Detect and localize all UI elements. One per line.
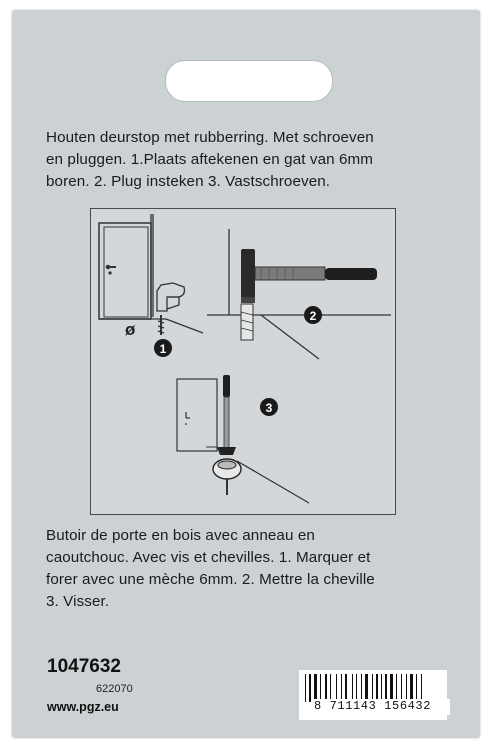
hang-hole [165, 60, 333, 102]
installation-illustration [90, 208, 396, 515]
barcode-bar [416, 674, 417, 702]
barcode-bar [341, 674, 342, 702]
barcode-bar [385, 674, 387, 702]
barcode-bar [330, 674, 331, 702]
instructions-french-line: caoutchouc. Avec vis et chevilles. 1. Marquer et [46, 549, 371, 566]
instructions-dutch-line: boren. 2. Plug insteken 3. Vastschroeven. [46, 173, 331, 190]
barcode-bar [336, 674, 337, 702]
barcode-bar [406, 674, 407, 702]
barcode-bar [361, 674, 362, 702]
barcode-bar [325, 674, 327, 702]
instructions-french-line: forer avec une mèche 6mm. 2. Mettre la cheville [46, 571, 375, 588]
step3-screwdriver-drawing [177, 375, 309, 503]
website-text: www.pgz.eu [47, 700, 119, 714]
barcode-bar [345, 674, 347, 702]
barcode-bar [305, 674, 306, 702]
barcode-bar [376, 674, 378, 702]
barcode-bar [320, 674, 321, 702]
instructions-dutch-line: en pluggen. 1.Plaats aftekenen en gat van 6mm [46, 151, 374, 168]
barcode-bar [309, 674, 311, 702]
barcode-bar [421, 674, 422, 702]
barcode-bar [352, 674, 353, 702]
step2-number: 2 [309, 309, 317, 323]
barcode-bar [356, 674, 357, 702]
step1-door-drawing [99, 214, 203, 335]
barcode-bar [365, 674, 368, 702]
barcode-bar [314, 674, 317, 702]
barcode-number: 8 711143 156432 [312, 699, 450, 715]
instructions-french-line: Butoir de porte en bois avec anneau en [46, 527, 315, 544]
article-number: 1047632 [47, 656, 121, 677]
barcode-bar [381, 674, 382, 702]
step2-hammer-drawing [207, 229, 391, 359]
barcode-bar [372, 674, 373, 702]
installation-drawing [91, 209, 395, 514]
instructions-french [46, 525, 446, 613]
barcode-bar [396, 674, 397, 702]
product-code: 622070 [96, 683, 133, 695]
diameter-symbol: ø [125, 320, 136, 339]
barcode-bar [390, 674, 393, 702]
step3-number: 3 [265, 401, 273, 415]
barcode-bar [410, 674, 413, 702]
instructions-dutch-line: Houten deurstop met rubberring. Met schroeven [46, 129, 374, 146]
barcode-bar [401, 674, 402, 702]
step1-number: 1 [159, 342, 167, 356]
instructions-dutch [46, 127, 456, 193]
instructions-french-line: 3. Visser. [46, 593, 110, 610]
